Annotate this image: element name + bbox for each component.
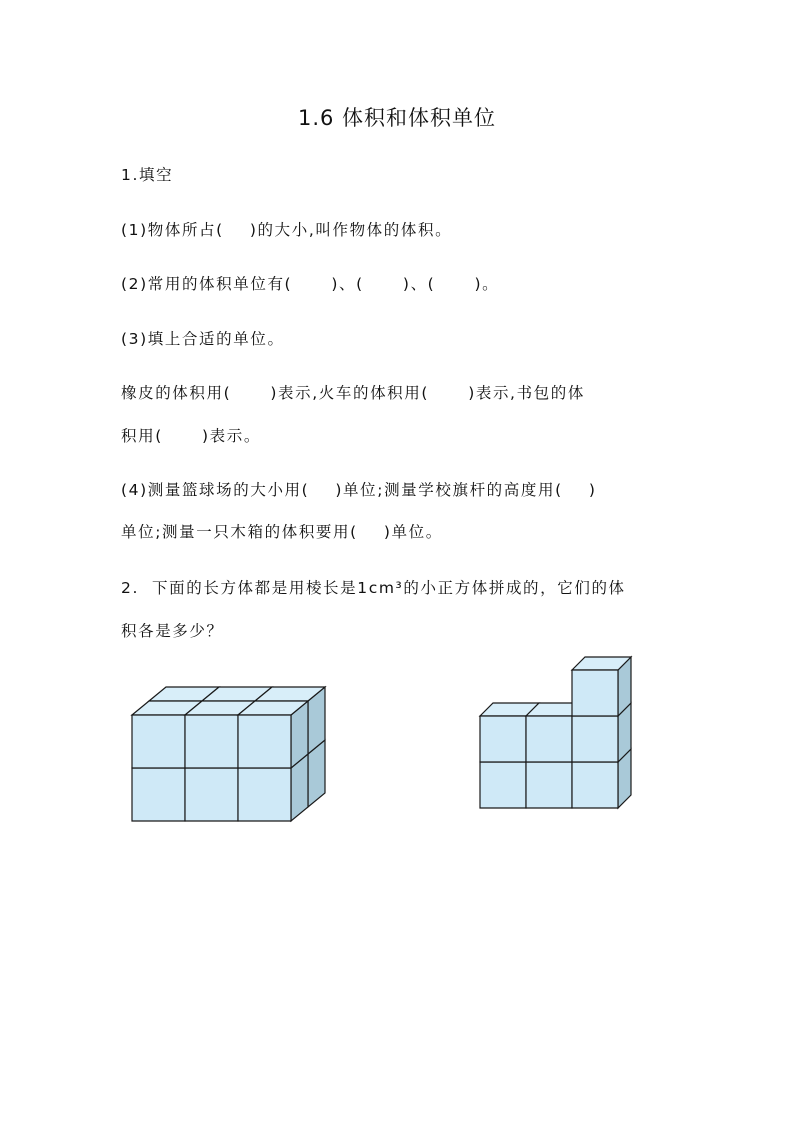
cube-front-face [185, 768, 238, 821]
cuboid-figure-1 [120, 675, 335, 830]
question-3-line-2: 积用( )表示。 [121, 427, 261, 445]
cube-front-face [572, 716, 618, 762]
question-4-line-1: (4)测量篮球场的大小用( )单位;测量学校旗杆的高度用( ) [121, 481, 597, 499]
section1-heading: 1.填空 [121, 166, 174, 184]
page-title: 1.6 体积和体积单位 [297, 106, 497, 130]
cube-front-face [238, 768, 291, 821]
cube-front-face [480, 762, 526, 808]
cube-front-face [238, 715, 291, 768]
question-3-line-1: 橡皮的体积用( )表示,火车的体积用( )表示,书包的体 [121, 384, 585, 402]
question-4-line-2: 单位;测量一只木箱的体积要用( )单位。 [121, 523, 443, 541]
question-2: (2)常用的体积单位有( )、( )、( )。 [121, 275, 500, 293]
cube-front-face [526, 716, 572, 762]
section2-line-2: 积各是多少？ [121, 622, 224, 640]
cube-front-face [572, 670, 618, 716]
cube-front-face [480, 716, 526, 762]
cube-front-face [132, 715, 185, 768]
question-1: (1)物体所占( )的大小,叫作物体的体积。 [121, 221, 453, 239]
cube-front-face [526, 762, 572, 808]
section2-line-1: 2. 下面的长方体都是用棱长是1cm³的小正方体拼成的，它们的体 [121, 579, 626, 597]
cube-front-face [132, 768, 185, 821]
question-3: (3)填上合适的单位。 [121, 330, 285, 348]
cube-front-face [572, 762, 618, 808]
cube-front-face [185, 715, 238, 768]
cube-stack-figure-2 [470, 652, 645, 812]
